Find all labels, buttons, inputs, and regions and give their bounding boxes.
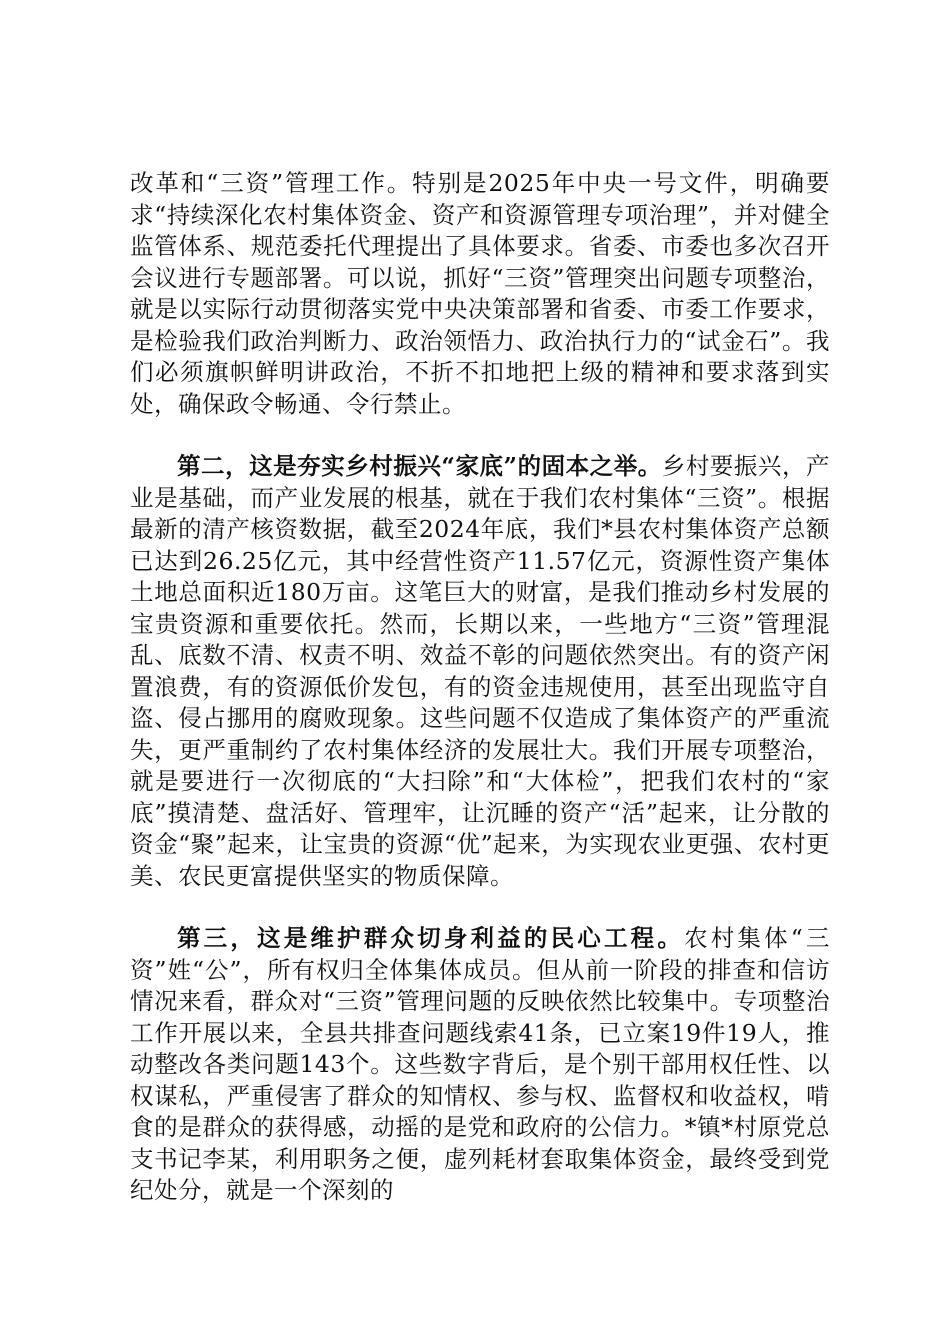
paragraph-2: [130, 451, 830, 892]
paragraph-3: [130, 923, 830, 1207]
paragraph-3-heading: 第三，这是维护群众切身利益的民心工程。: [177, 924, 685, 952]
paragraph-2-heading: 第二，这是夯实乡村振兴“家底”的固本之举。: [177, 452, 662, 480]
paragraph-1: [130, 168, 830, 420]
paragraph-3-body: 农村集体“三资”姓“公”，所有权归全体集体成员。但从前一阶段的排查和信访情况来看，群众对“三资”管理问题的反映依然比较集中。专项整治工作开展以来，全县共排查问题线索41条，已立案19件19人，推动整改各类问题143个。这些数字背后，是个别干部用权任性、以权谋私，严重侵害了群众的知情权、参与权、监督权和收益权，啃食的是群众的获得感，动摇的是党和政府的公信力。*镇*村原党总支书记李某，利用职务之便，虚列耗材套取集体资金，最终受到党纪处分，就是一个深刻的: [130, 924, 831, 1204]
paragraph-2-body: 乡村要振兴，产业是基础，而产业发展的根基，就在于我们农村集体“三资”。根据最新的清产核资数据，截至2024年底，我们*县农村集体资产总额已达到26.25亿元，其中经营性资产11.57亿元，资源性资产集体土地总面积近180万亩。这笔巨大的财富，是我们推动乡村发展的宝贵资源和重要依托。然而，长期以来，一些地方“三资”管理混乱、底数不清、权责不明、效益不彰的问题依然突出。有的资产闲置浪费，有的资源低价发包，有的资金违规使用，甚至出现监守自盗、侵占挪用的腐败现象。这些问题不仅造成了集体资产的严重流失，更严重制约了农村集体经济的发展壮大。我们开展专项整治，就是要进行一次彻底的“大扫除”和“大体检”，把我们农村的“家底”摸清楚、盘活好、管理牢，让沉睡的资产“活”起来，让分散的资金“聚”起来，让宝贵的资源“优”起来，为实现农业更强、农村更美、农民更富提供坚实的物质保障。: [130, 452, 830, 890]
document-body: [130, 168, 830, 1207]
paragraph-1-body: 改革和“三资”管理工作。特别是2025年中央一号文件，明确要求“持续深化农村集体资金、资产和资源管理专项治理”，并对健全监管体系、规范委托代理提出了具体要求。省委、市委也多次召开会议进行专题部署。可以说，抓好“三资”管理突出问题专项整治，就是以实际行动贯彻落实党中央决策部署和省委、市委工作要求，是检验我们政治判断力、政治领悟力、政治执行力的“试金石”。我们必须旗帜鲜明讲政治，不折不扣地把上级的精神和要求落到实处，确保政令畅通、令行禁止。: [130, 169, 830, 418]
